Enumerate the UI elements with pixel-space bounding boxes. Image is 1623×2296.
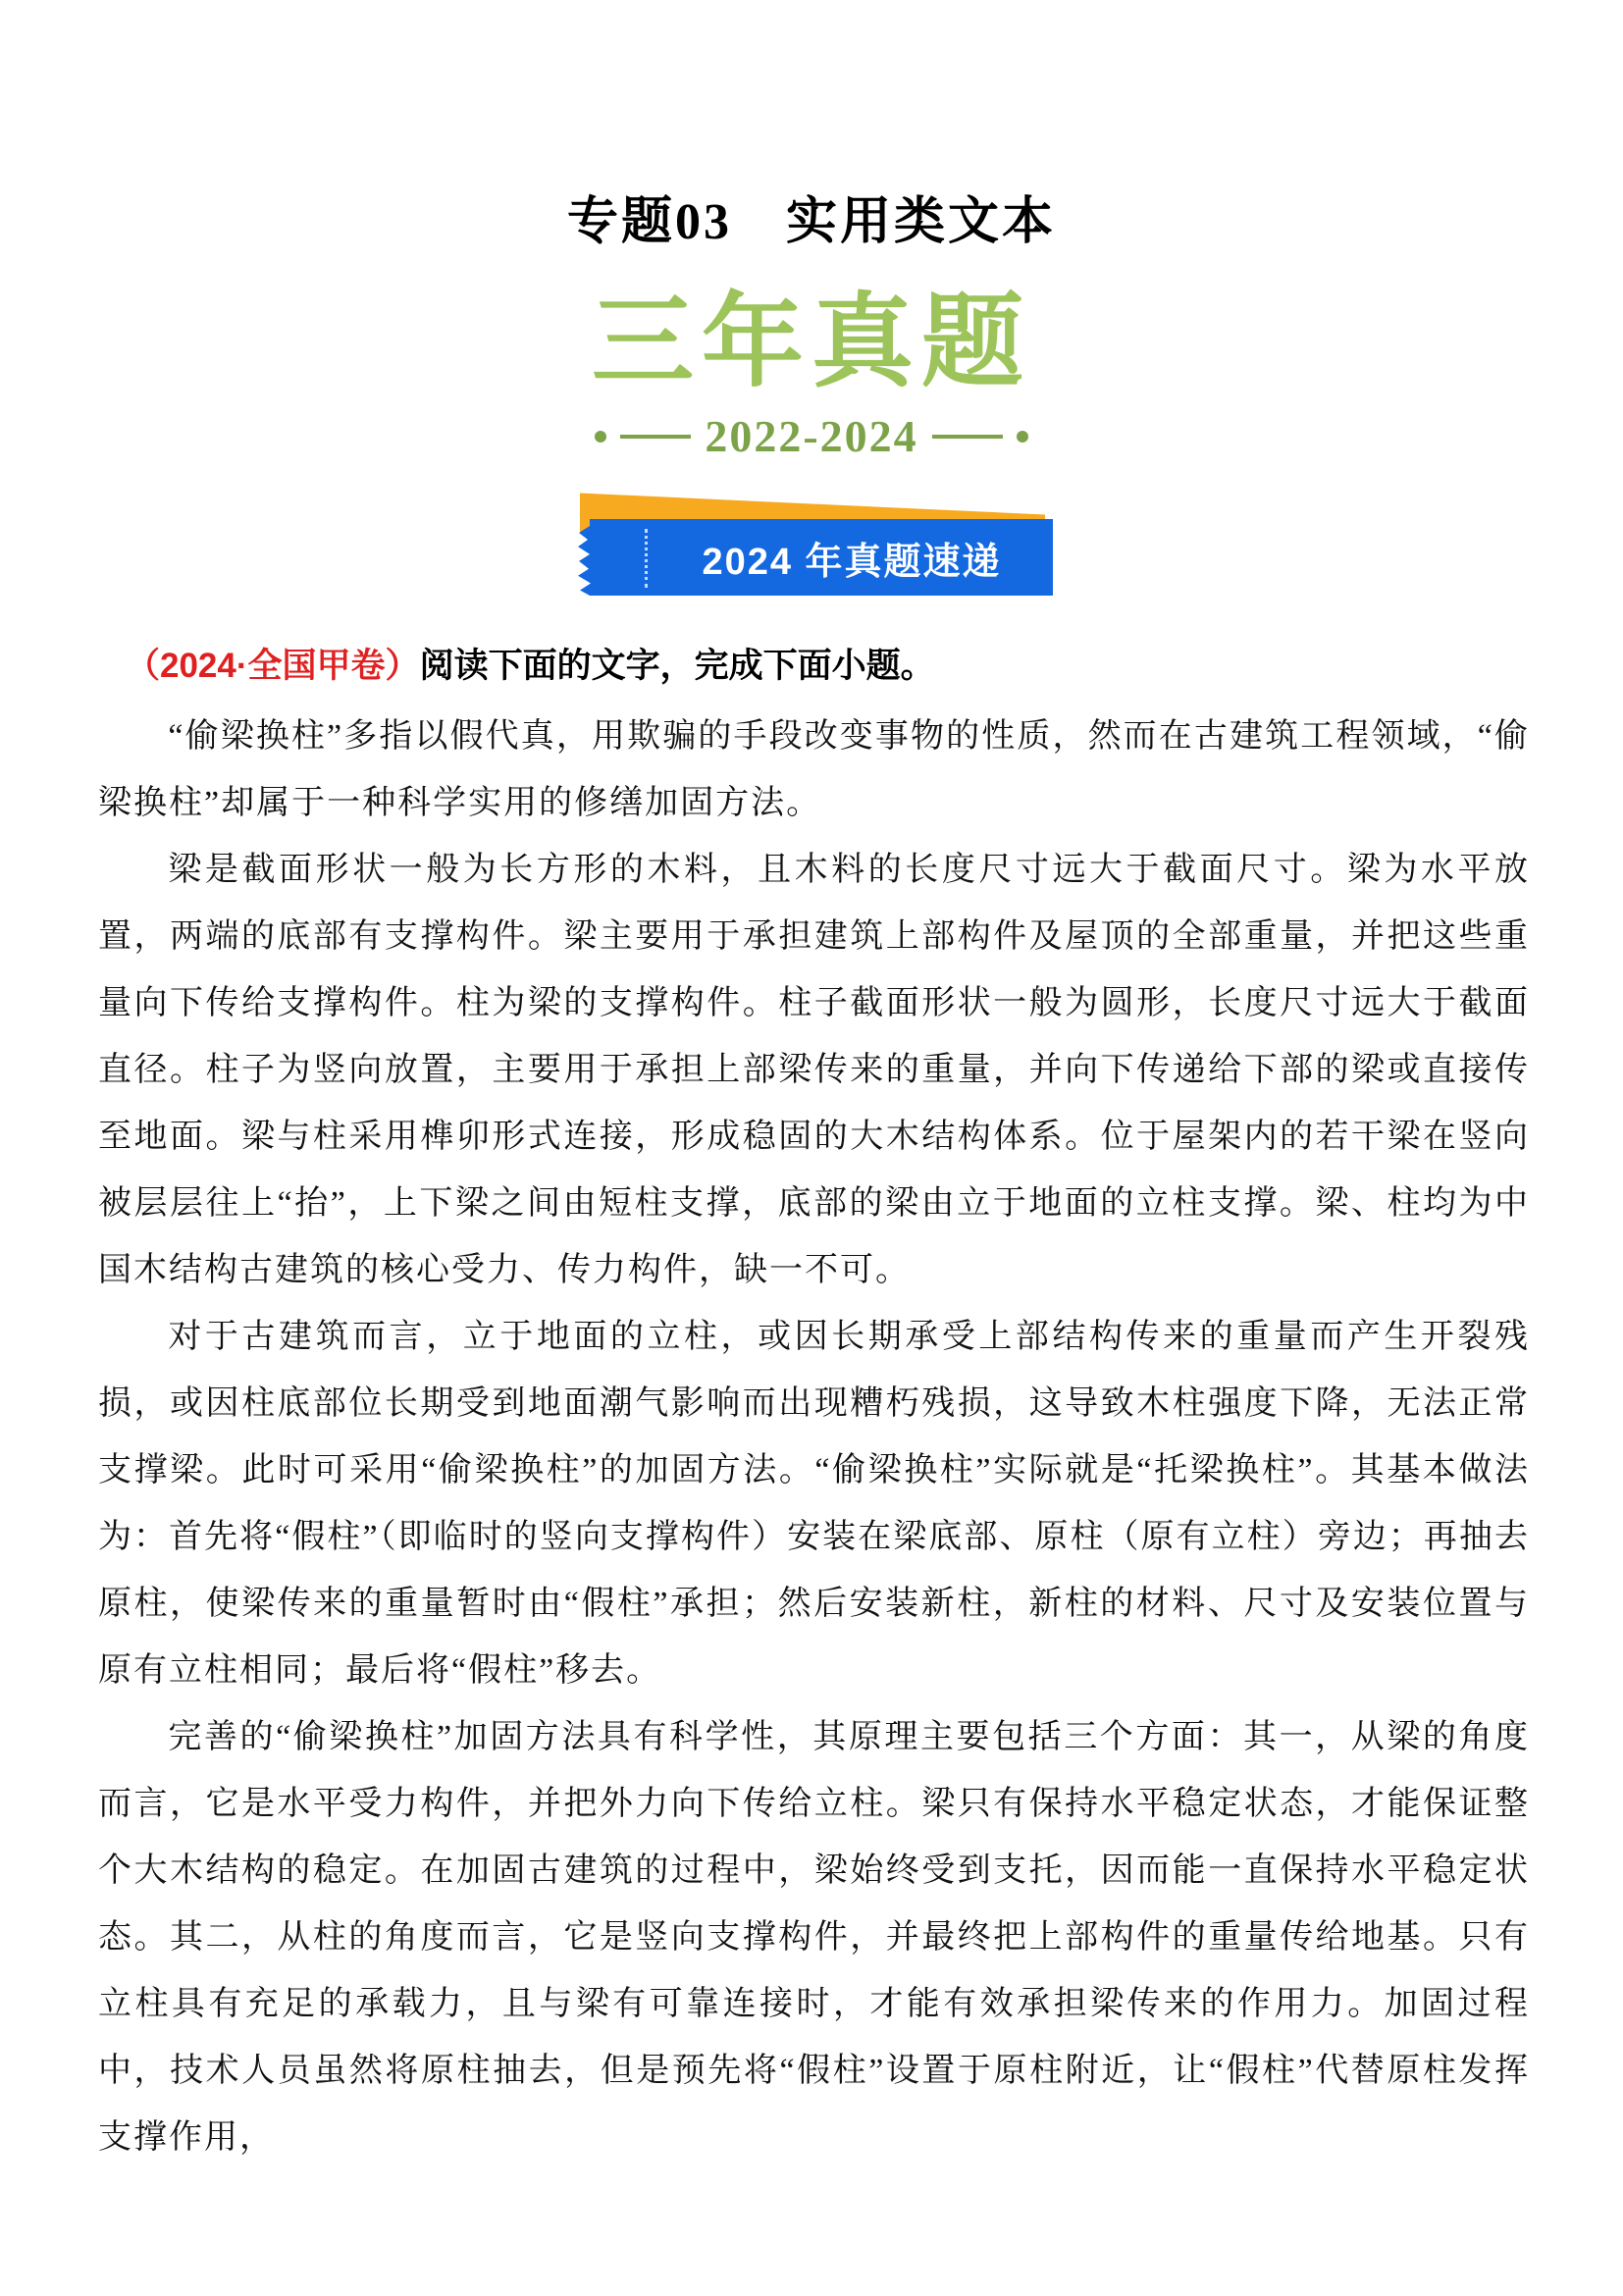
question-source-name: 全国甲卷	[247, 647, 386, 685]
decorative-dot-left-icon	[595, 431, 606, 443]
passage-paragraph-3: 对于古建筑而言，立于地面的立柱，或因长期承受上部结构传来的重量而产生开裂残损，或因柱底部位长期受到地面潮气影响而出现糟朽残损，这导致木柱强度下降，无法正常支撑梁。此时可采用“偷梁换柱”的加固方法。“偷梁换柱”实际就是“托梁换柱”。其基本做法为：首先将“假柱”（即临时的竖向支撑构件）安装在梁底部、原柱（原有立柱）旁边；再抽去原柱，使梁传来的重量暂时由“假柱”承担；然后安装新柱，新柱的材料、尺寸及安装位置与原有立柱相同；最后将“假柱”移去。	[98, 1319, 1530, 1689]
decorative-line-right	[932, 435, 1003, 439]
ribbon-label: 2024 年真题速递	[702, 541, 1002, 583]
series-years-row	[0, 410, 1623, 462]
passage-paragraph-1: “偷梁换柱”多指以假代真，用欺骗的手段改变事物的性质，然而在古建筑工程领域，“偷梁换柱”却属于一种科学实用的修缮加固方法。	[98, 718, 1530, 821]
question-instruction: 阅读下面的文字，完成下面小题。	[419, 647, 935, 685]
series-banner-title: 三年真题	[591, 286, 1031, 399]
ribbon-dotted-divider	[645, 529, 648, 588]
section-ribbon	[570, 490, 1053, 596]
question-source-close: ）	[385, 647, 420, 685]
page-title: 专题03 实用类文本	[566, 194, 1056, 250]
passage-paragraph-4: 完善的“偷梁换柱”加固方法具有科学性，其原理主要包括三个方面：其一，从梁的角度而言，它是水平受力构件，并把外力向下传给立柱。梁只有保持水平稳定状态，才能保证整个大木结构的稳定。在加固古建筑的过程中，梁始终受到支托，因而能一直保持水平稳定状态。其二，从柱的角度而言，它是竖向支撑构件，并最终把上部构件的重量传给地基。只有立柱具有充足的承载力，且与梁有可靠连接时，才能有效承担梁传来的作用力。加固过程中，技术人员虽然将原柱抽去，但是预先将“假柱”设置于原柱附近，让“假柱”代替原柱发挥支撑作用，	[98, 1719, 1530, 2156]
question-source-line	[98, 643, 1530, 690]
reading-passage	[98, 704, 1530, 2171]
passage-paragraph-2: 梁是截面形状一般为长方形的木料，且木料的长度尺寸远大于截面尺寸。梁为水平放置，两端的底部有支撑构件。梁主要用于承担建筑上部构件及屋顶的全部重量，并把这些重量向下传给支撑构件。柱为梁的支撑构件。柱子截面形状一般为圆形，长度尺寸远大于截面直径。柱子为竖向放置，主要用于承担上部梁传来的重量，并向下传递给下部的梁或直接传至地面。梁与柱采用榫卯形式连接，形成稳固的大木结构体系。位于屋架内的若干梁在竖向被层层往上“抬”，上下梁之间由短柱支撑，底部的梁由立于地面的立柱支撑。梁、柱均为中国木结构古建筑的核心受力、传力构件，缺一不可。	[98, 852, 1530, 1288]
question-source-open: （2024·	[126, 647, 248, 685]
decorative-line-left	[620, 435, 691, 439]
series-years: 2022-2024	[705, 411, 918, 461]
decorative-dot-right-icon	[1017, 431, 1028, 443]
